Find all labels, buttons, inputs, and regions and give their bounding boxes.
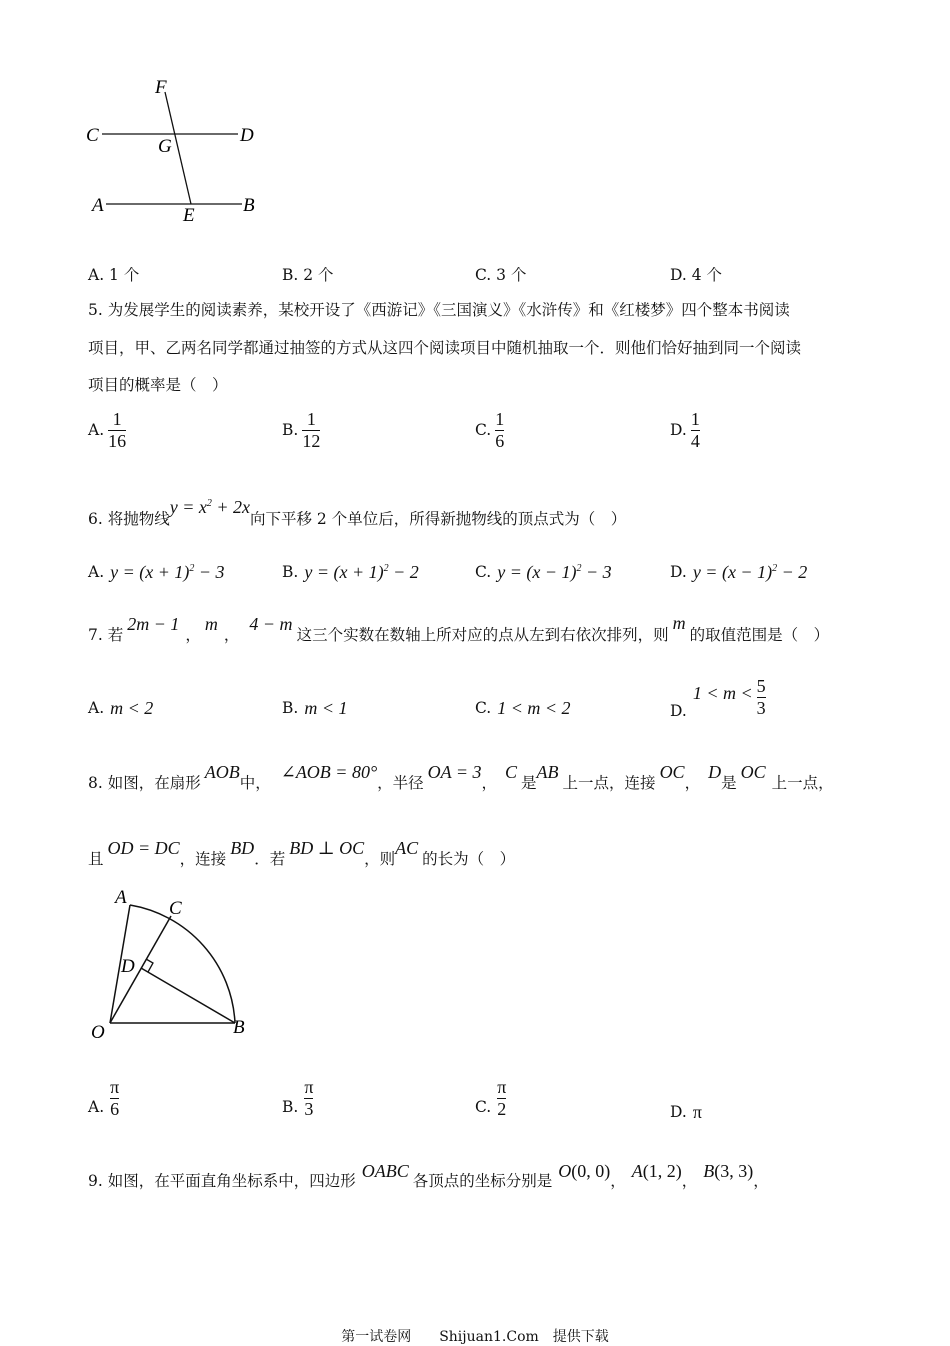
label-b: B — [233, 1017, 245, 1038]
q5-option-label: A. — [88, 420, 105, 439]
fraction: $\frac{1}{6}$ — [495, 409, 505, 451]
q5-text-line2: 项目，甲、乙两名同学都通过抽签的方式从这四个阅读项目中随机抽取一个．则他们恰好抽到同一个阅读 — [88, 339, 802, 357]
label-e: E — [183, 205, 195, 226]
q5-option-d[interactable] — [670, 410, 700, 451]
arc-ab — [130, 905, 235, 1023]
q8-option-c[interactable]: C. $\frac{\pi}{2}$ — [475, 1077, 507, 1119]
fraction: $\frac{1}{12}$ — [302, 409, 321, 451]
q7-stem: 7. 若 2m − 1 ， m ， 4 − m 这三个实数在数轴上所对应的点从左到右依次排列，则 m 的取值范围是（ ） — [88, 613, 830, 644]
fraction: $\frac{1}{4}$ — [690, 409, 700, 451]
q6-formula-b: $y = (x + 1)^2 - 2$ — [304, 562, 419, 582]
q4-option-c[interactable]: C. 3 个 — [475, 266, 527, 284]
parallel-lines-figure — [80, 70, 280, 230]
segment-bd — [141, 968, 235, 1023]
q8-option-a[interactable]: A. $\frac{\pi}{6}$ — [88, 1077, 120, 1119]
q6-option-b[interactable]: B. $y = (x + 1)^2 - 2$ — [282, 562, 419, 582]
q8-stem-line1: 8. 如图，在扇形 AOB 中， ∠AOB = 80° ，半径 OA = 3 ， C 是 AB 上一点，连接 OC ， D 是 OC 上一点， — [88, 762, 834, 792]
q5-option-a[interactable] — [88, 410, 126, 451]
q6-option-a[interactable]: A. $y = (x + 1)^2 - 3$ — [88, 562, 225, 582]
fraction: $\frac{\pi}{3}$ — [304, 1077, 314, 1119]
q5-option-label: B. — [282, 420, 299, 439]
fraction: $\frac{5}{3}$ — [756, 676, 766, 719]
q7-option-d[interactable]: D. 1 < m < $\frac{5}{3}$ — [670, 676, 766, 720]
q5-text-line1: 5. 为发展学生的阅读素养，某校开设了《西游记》《三国演义》《水浒传》和《红楼梦》四个整本书阅读 — [88, 301, 790, 319]
q5-option-b[interactable] — [282, 410, 320, 451]
fraction: $\frac{\pi}{6}$ — [110, 1077, 120, 1119]
fraction: $\frac{1}{16}$ — [108, 409, 127, 451]
q6-formula: $y = x^2 + 2x$ — [169, 497, 250, 518]
right-angle-mark — [146, 959, 153, 972]
q7-option-a[interactable]: A. m < 2 — [88, 698, 154, 718]
label-f: F — [155, 77, 167, 98]
q8-option-d[interactable]: D. π — [670, 1102, 702, 1122]
q9-stem: 9. 如图，在平面直角坐标系中，四边形 OABC 各顶点的坐标分别是 O(0, 0) ， A(1, 2) ， B(3, 3) ， — [88, 1161, 769, 1190]
label-c: C — [86, 125, 99, 146]
q6-stem: 6. 将抛物线 $y = x^2 + 2x$ 向下平移 2 个单位后，所得新抛物线的顶点式为（ ） — [88, 497, 627, 528]
q5-option-label: C. — [475, 420, 492, 439]
q4-option-b[interactable]: B. 2 个 — [282, 266, 334, 284]
label-a: A — [92, 195, 104, 216]
q6-formula-a: $y = (x + 1)^2 - 3$ — [110, 562, 225, 582]
q6-option-c[interactable]: C. $y = (x - 1)^2 - 3$ — [475, 562, 612, 582]
label-d: D — [121, 956, 135, 977]
q6-option-d[interactable]: D. $y = (x - 1)^2 - 2$ — [670, 562, 808, 582]
page-footer: 第一试卷网 Shijuan1.Com 提供下载 — [341, 1329, 609, 1345]
label-b: B — [243, 195, 255, 216]
q5-text-line3: 项目的概率是（ ） — [88, 376, 228, 394]
q8-option-b[interactable]: B. $\frac{\pi}{3}$ — [282, 1077, 314, 1119]
label-a: A — [115, 887, 127, 908]
label-c: C — [169, 898, 182, 919]
fraction: $\frac{\pi}{2}$ — [497, 1077, 507, 1119]
label-g: G — [158, 136, 172, 157]
label-d: D — [240, 125, 254, 146]
q4-option-d[interactable]: D. 4 个 — [670, 266, 723, 284]
label-o: O — [91, 1022, 105, 1043]
q5-option-c[interactable] — [475, 410, 504, 451]
q8-stem-line2: 且 OD = DC ，连接 BD ．若 BD ⊥ OC ，则 AC 的长为（ ） — [88, 838, 516, 868]
q7-option-b[interactable]: B. m < 1 — [282, 698, 348, 718]
q5-option-label: D. — [670, 420, 687, 439]
q6-formula-d: $y = (x - 1)^2 - 2$ — [692, 562, 808, 582]
q6-formula-c: $y = (x - 1)^2 - 3$ — [497, 562, 612, 582]
q7-option-c[interactable]: C. 1 < m < 2 — [475, 698, 571, 718]
sector-figure — [85, 880, 265, 1050]
q4-option-a[interactable]: A. 1 个 — [88, 266, 140, 284]
